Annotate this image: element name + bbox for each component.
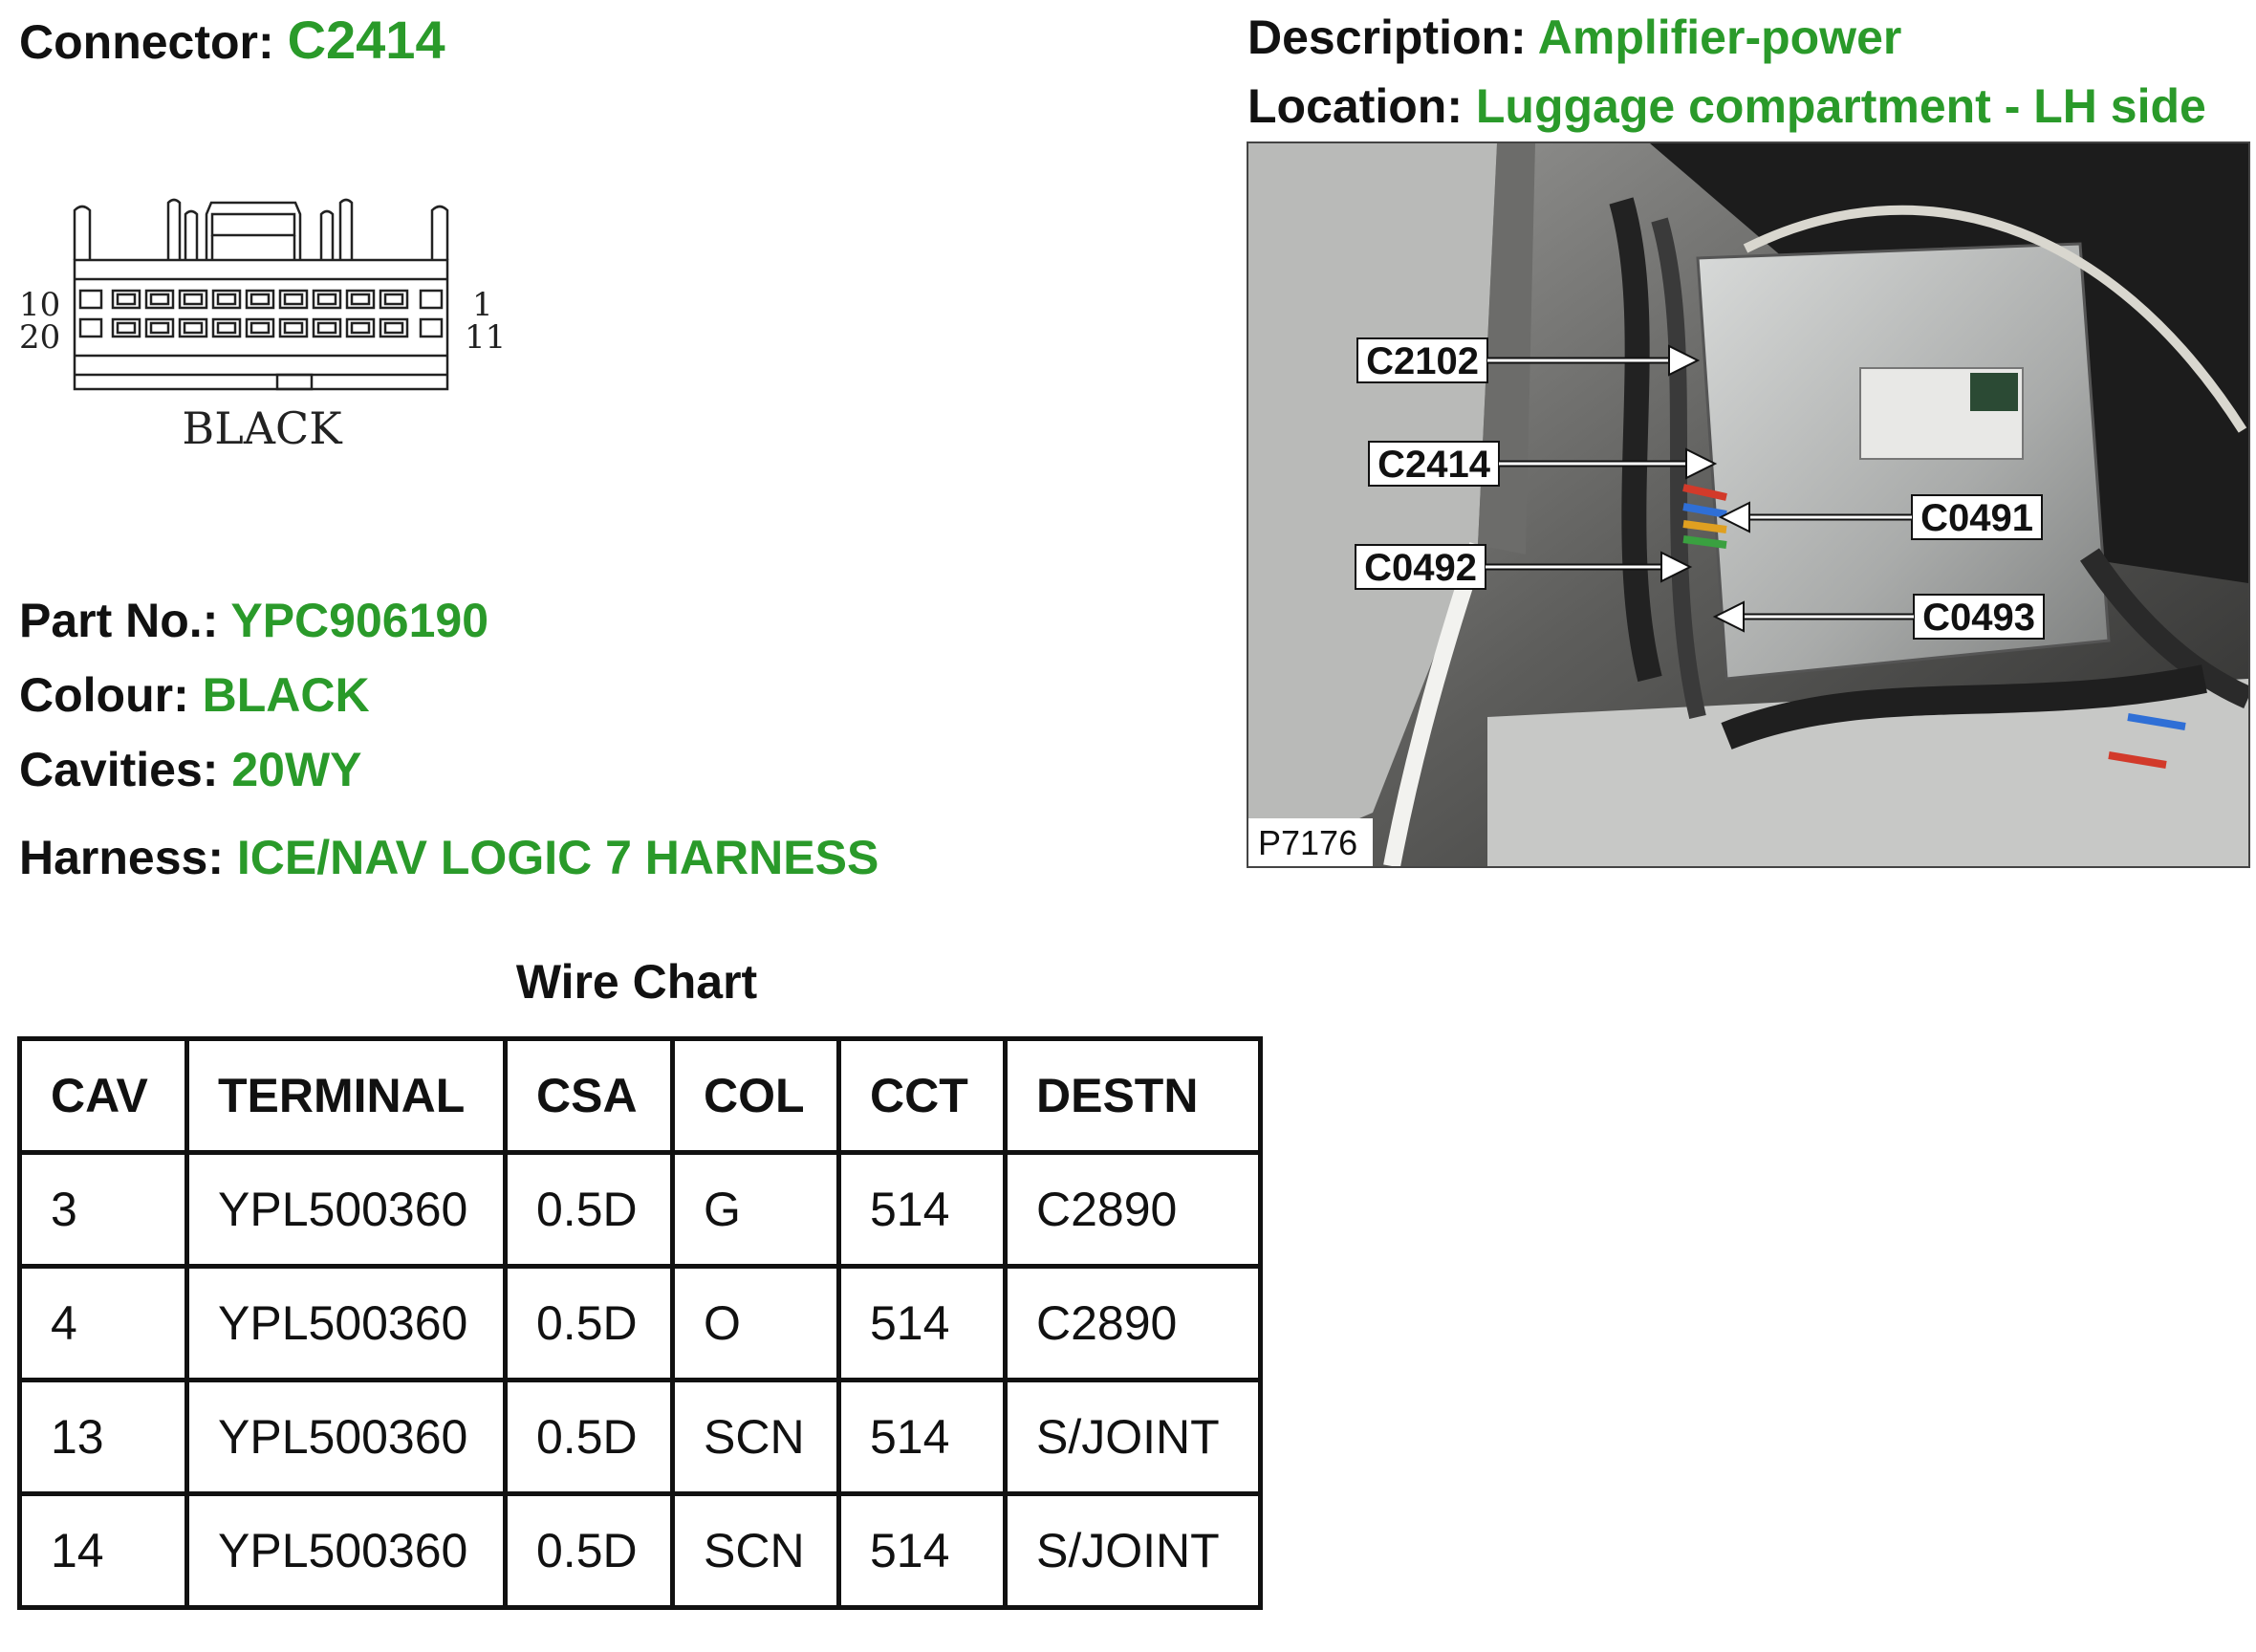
location-photo-illustration: [1248, 143, 2248, 866]
table-row: [20, 1267, 1261, 1380]
cavities-label: Cavities:: [19, 743, 219, 796]
harness-label: Harness:: [19, 831, 224, 884]
header-cct: CCT: [839, 1039, 1006, 1153]
diagram-colour-caption: BLACK: [182, 402, 342, 454]
location-field: [1247, 79, 2206, 133]
cavity-terminal: [318, 294, 336, 304]
cavity-terminal: [352, 294, 369, 304]
cell-cct: 514: [839, 1494, 1006, 1608]
cell-cct: 514: [839, 1380, 1006, 1494]
colour-field: [19, 668, 370, 722]
header-terminal: TERMINAL: [187, 1039, 506, 1153]
cell-terminal: YPL500360: [187, 1494, 506, 1608]
table-row: [20, 1153, 1261, 1267]
header-destn: DESTN: [1006, 1039, 1261, 1153]
table-header-row: [20, 1039, 1261, 1153]
cell-csa: 0.5D: [506, 1380, 673, 1494]
connector-field: [19, 10, 445, 70]
cell-csa: 0.5D: [506, 1494, 673, 1608]
description-value: Amplifier-power: [1537, 11, 1902, 64]
table-row: [20, 1494, 1261, 1608]
cavity-terminal: [352, 323, 369, 333]
wire-chart-title: Wire Chart: [515, 955, 758, 1009]
header-col: COL: [673, 1039, 839, 1153]
colour-label: Colour:: [19, 668, 189, 722]
cell-terminal: YPL500360: [187, 1380, 506, 1494]
cavity-terminal: [118, 294, 135, 304]
connector-label: Connector:: [19, 15, 274, 69]
callout-c0491: C0491: [1920, 497, 2033, 539]
callout-c0492: C0492: [1364, 547, 1477, 589]
cell-cav: 3: [20, 1153, 187, 1267]
table-row: [20, 1380, 1261, 1494]
cell-terminal: YPL500360: [187, 1153, 506, 1267]
cavity-terminal: [285, 323, 302, 333]
location-photo: [1247, 141, 2250, 868]
cavity-grid: [113, 291, 407, 337]
cell-cav: 14: [20, 1494, 187, 1608]
callout-c2414: C2414: [1377, 444, 1490, 486]
cavity-terminal: [151, 323, 168, 333]
cell-col: SCN: [673, 1494, 839, 1608]
cell-terminal: YPL500360: [187, 1267, 506, 1380]
wire-chart-table: [17, 1036, 1263, 1610]
pin-label-1: 1: [472, 286, 493, 324]
cavities-value: 20WY: [231, 743, 362, 796]
part-number-field: [19, 594, 489, 647]
cavity-terminal: [218, 294, 235, 304]
photo-reference: P7176: [1258, 823, 1358, 862]
location-label: Location:: [1247, 79, 1463, 133]
cavity-terminal: [218, 323, 235, 333]
cavity-terminal: [184, 294, 202, 304]
part-number-value: YPC906190: [230, 594, 489, 647]
callout-c0493: C0493: [1922, 597, 2035, 639]
cell-col: O: [673, 1267, 839, 1380]
cell-col: G: [673, 1153, 839, 1267]
cell-destn: S/JOINT: [1006, 1380, 1261, 1494]
header-csa: CSA: [506, 1039, 673, 1153]
cavity-terminal: [385, 323, 402, 333]
cell-csa: 0.5D: [506, 1267, 673, 1380]
header-cav: CAV: [20, 1039, 187, 1153]
cell-destn: C2890: [1006, 1153, 1261, 1267]
cavity-terminal: [285, 294, 302, 304]
description-label: Description:: [1247, 11, 1527, 64]
cavity-terminal: [318, 323, 336, 333]
location-value: Luggage compartment - LH side: [1475, 79, 2206, 133]
cell-destn: C2890: [1006, 1267, 1261, 1380]
cavities-field: [19, 743, 362, 796]
pin-label-10: 10: [19, 286, 61, 324]
connector-value: C2414: [287, 10, 445, 70]
cavity-terminal: [251, 294, 269, 304]
pin-label-20: 20: [19, 318, 61, 357]
callout-c2102: C2102: [1366, 340, 1479, 382]
description-field: [1247, 11, 1902, 64]
harness-value: ICE/NAV LOGIC 7 HARNESS: [236, 831, 879, 884]
pin-label-11: 11: [465, 318, 507, 357]
cavity-terminal: [385, 294, 402, 304]
cavity-terminal: [118, 323, 135, 333]
cell-cct: 514: [839, 1267, 1006, 1380]
cell-csa: 0.5D: [506, 1153, 673, 1267]
cell-cav: 4: [20, 1267, 187, 1380]
cavity-terminal: [151, 294, 168, 304]
colour-value: BLACK: [202, 668, 370, 722]
cell-cav: 13: [20, 1380, 187, 1494]
cavity-terminal: [184, 323, 202, 333]
connector-face-diagram: [15, 184, 512, 470]
cell-cct: 514: [839, 1153, 1006, 1267]
harness-field: [19, 831, 879, 884]
cell-col: SCN: [673, 1380, 839, 1494]
cavity-terminal: [251, 323, 269, 333]
cell-destn: S/JOINT: [1006, 1494, 1261, 1608]
part-number-label: Part No.:: [19, 594, 219, 647]
